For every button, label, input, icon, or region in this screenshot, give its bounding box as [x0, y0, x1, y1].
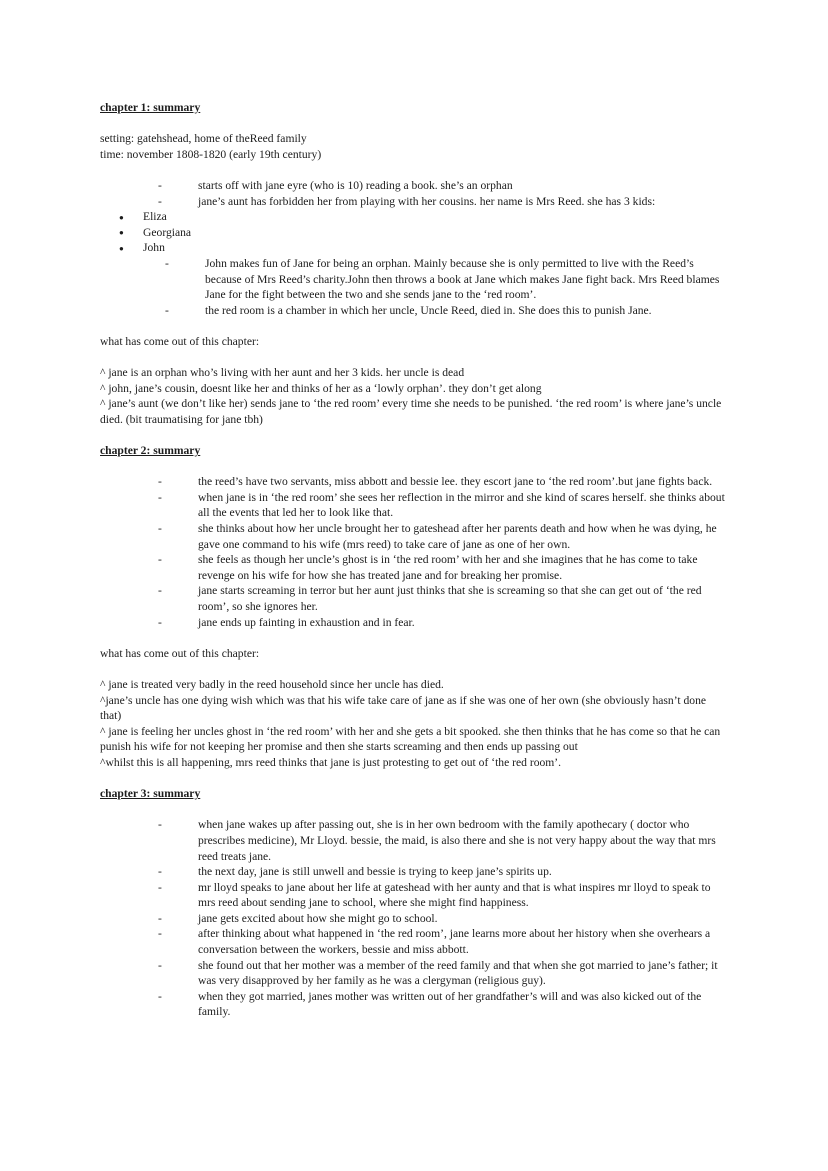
dash-list-item: [100, 880, 730, 911]
text-run: Eliza: [143, 210, 167, 224]
dash-bullet-marker: -: [158, 927, 162, 941]
text-run: chapter 1: summary: [100, 101, 201, 114]
dash-list-item: [100, 490, 730, 521]
section-heading: [100, 100, 730, 116]
dash-bullet-marker: -: [158, 553, 162, 567]
text-run: the next day, jane is still unwell and bessie is trying to keep jane’s spirits up.: [198, 865, 552, 879]
section-heading: [100, 786, 730, 802]
dash-bullet-marker: -: [158, 911, 162, 925]
text-run: when jane is in ‘the red room’ she sees her reflection in the mirror and she kind of scares herself. she thinks about all the events that led her to look like that.: [198, 490, 725, 520]
dash-bullet-marker: -: [158, 958, 162, 972]
dash-list-item: [100, 583, 730, 614]
text-run: ^ jane is feeling her uncles ghost in ‘the red room’ with her and she gets a bit spooked. she then thinks that he has come so that he can punish his wife for not keeping her promise and then she starts screaming and then ends up passing out: [100, 724, 721, 754]
blank-line: [100, 350, 730, 366]
text-run: she thinks about how her uncle brought her to gateshead after her parents death and how when he was dying, he gave one command to his wife (mrs reed) to take care of jane as one of her own.: [198, 522, 717, 551]
blank-line: [100, 459, 730, 475]
dash-bullet-marker: -: [158, 490, 162, 504]
text-run: starts off with jane eyre (who is 10) reading a book. she’s an orphan: [198, 178, 513, 192]
text-run: jane starts screaming in terror but her aunt just thinks that she is screaming so that she can get out of ‘the red room’, so she ignores her.: [198, 584, 702, 613]
text-run: chapter 2: summary: [100, 444, 201, 458]
dash-list-item: [100, 194, 730, 210]
paragraph: [100, 147, 730, 163]
sub-dash-list-item: [100, 256, 730, 303]
text-run: jane’s aunt has forbidden her from playing with her cousins. her name is Mrs Reed. she has 3 kids:: [198, 194, 656, 208]
text-run: the reed’s have two servants, miss abbott and bessie lee. they escort jane to ‘the red room’.but jane fights back.: [198, 475, 713, 489]
bullet-list-item: [100, 209, 730, 225]
round-bullet-marker: ●: [119, 212, 124, 222]
text-run: John: [143, 241, 165, 255]
text-run: when they got married, janes mother was written out of her grandfather’s will and was also kicked out of the family.: [198, 989, 702, 1019]
blank-line: [100, 318, 730, 334]
text-run: ^whilst this is all happening, mrs reed thinks that jane is just protesting to get out of ‘the red room’.: [100, 755, 562, 769]
paragraph: [100, 365, 730, 381]
text-run: Georgiana: [143, 225, 192, 239]
dash-bullet-marker: -: [158, 522, 162, 536]
paragraph: [100, 381, 730, 397]
dash-bullet-marker: -: [158, 865, 162, 879]
sub-dash-list-item: [100, 303, 730, 319]
dash-bullet-marker: -: [158, 194, 162, 208]
text-run: chapter 3: summary: [100, 787, 201, 801]
paragraph: [100, 396, 730, 427]
text-run: ^ john, jane’s cousin, doesnt like her and thinks of her as a ‘lowly orphan’. they don’t get along: [100, 381, 542, 395]
text-run: jane ends up fainting in exhaustion and in fear.: [198, 615, 415, 629]
dash-list-item: [100, 178, 730, 194]
text-run: what has come out of this chapter:: [100, 646, 260, 660]
text-run: jane gets excited about how she might go to school.: [198, 911, 438, 925]
text-run: she found out that her mother was a member of the reed family and that when she got married to jane’s father; it was very disapproved by her family as he was a clergyman (religious guy).: [198, 958, 718, 988]
text-run: she feels as though her uncle’s ghost is in ‘the red room’ with her and she imagines that he has come to take revenge on his wife for how she has treated jane and for breaking her promise.: [198, 553, 698, 582]
bullet-list-item: [100, 240, 730, 256]
blank-line: [100, 771, 730, 787]
dash-bullet-marker: -: [158, 615, 162, 629]
text-run: ^jane’s uncle has one dying wish which was that his wife take care of jane as if she was one of her own (she obviously hasn’t done that): [100, 693, 707, 723]
dash-bullet-marker: -: [158, 989, 162, 1003]
dash-list-item: [100, 911, 730, 927]
dash-list-item: [100, 552, 730, 583]
dash-bullet-marker: -: [165, 256, 169, 270]
text-run: ^ jane is an orphan who’s living with her aunt and her 3 kids. her uncle is dead: [100, 366, 465, 380]
bullet-list-item: [100, 225, 730, 241]
dash-bullet-marker: -: [158, 584, 162, 598]
dash-list-item: [100, 864, 730, 880]
dash-list-item: [100, 474, 730, 490]
text-run: ^ jane’s aunt (we don’t like her) sends jane to ‘the red room’ every time she needs to be punished. ‘the red room’ is where jane’s uncle died. (bit traumatising for jane tbh): [100, 397, 722, 426]
section-heading: [100, 443, 730, 459]
paragraph: [100, 693, 730, 724]
round-bullet-marker: ●: [119, 228, 124, 238]
dash-list-item: [100, 817, 730, 864]
dash-bullet-marker: -: [165, 303, 169, 317]
blank-line: [100, 116, 730, 132]
text-run: mr lloyd speaks to jane about her life at gateshead with her aunty and that is what inspires mr lloyd to speak to mrs reed about sending jane to school, where she might find happiness.: [198, 880, 711, 910]
dash-bullet-marker: -: [158, 475, 162, 489]
text-run: when jane wakes up after passing out, she is in her own bedroom with the family apothecary ( doctor who prescribes medicine), Mr Lloyd. bessie, the maid, is also there and she is not very happy about the way that mrs reed treats jane.: [198, 818, 716, 863]
paragraph: [100, 646, 730, 662]
blank-line: [100, 802, 730, 818]
blank-line: [100, 630, 730, 646]
text-run: what has come out of this chapter:: [100, 334, 260, 348]
dash-list-item: [100, 521, 730, 552]
text-run: John makes fun of Jane for being an orphan. Mainly because she is only permitted to live with the Reed’s because of Mrs Reed’s charity.John then throws a book at Jane which makes Jane fight back. Mrs Reed blames Jane for the fight between the two and she sends jane to the ‘red room’.: [205, 256, 720, 302]
text-run: setting: gatehshead, home of theReed family: [100, 132, 307, 146]
text-run: after thinking about what happened in ‘the red room’, jane learns more about her history when she overhears a conversation between the workers, bessie and miss abbott.: [198, 927, 711, 957]
paragraph: [100, 755, 730, 771]
dash-list-item: [100, 926, 730, 957]
text-run: the red room is a chamber in which her uncle, Uncle Reed, died in. She does this to punish Jane.: [205, 303, 652, 317]
paragraph: [100, 334, 730, 350]
paragraph: [100, 724, 730, 755]
blank-line: [100, 661, 730, 677]
dash-bullet-marker: -: [158, 818, 162, 832]
blank-line: [100, 162, 730, 178]
dash-bullet-marker: -: [158, 178, 162, 192]
dash-list-item: [100, 989, 730, 1020]
dash-list-item: [100, 958, 730, 989]
paragraph: [100, 131, 730, 147]
document-body: [100, 100, 730, 1020]
text-run: ^ jane is treated very badly in the reed household since her uncle has died.: [100, 677, 444, 691]
text-run: time: november 1808-1820 (early 19th century): [100, 147, 322, 161]
dash-list-item: [100, 615, 730, 631]
blank-line: [100, 427, 730, 443]
dash-bullet-marker: -: [158, 880, 162, 894]
round-bullet-marker: ●: [119, 243, 124, 253]
paragraph: [100, 677, 730, 693]
